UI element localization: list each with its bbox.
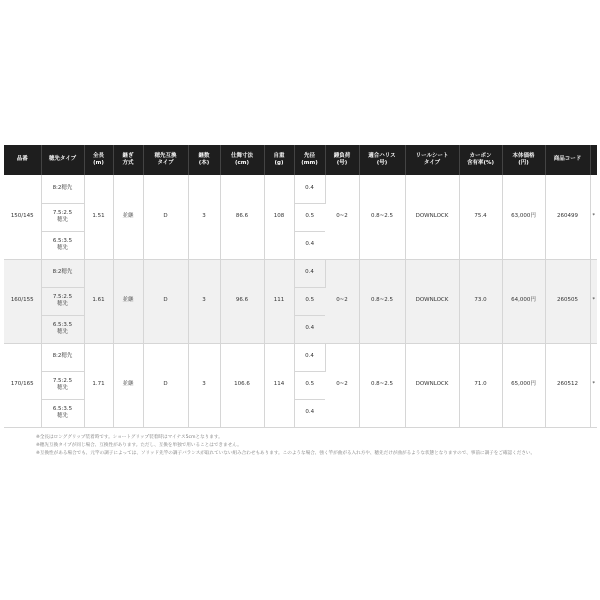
header-senkei: 先径 (mm) — [294, 145, 325, 175]
cell-senkei: 0.5 — [294, 287, 325, 315]
cell-reel: DOWNLOCK — [405, 175, 459, 259]
cell-senkei: 0.4 — [294, 231, 325, 259]
cell-harisu: 0.8~2.5 — [359, 175, 405, 259]
header-row — [4, 145, 597, 175]
cell-code: 260499 — [545, 175, 590, 259]
cell-senkei: 0.4 — [294, 343, 325, 371]
cell-senkei: 0.4 — [294, 175, 325, 203]
cell-mark: * — [590, 343, 597, 427]
cell-hosaki-type: 6.5:3.5 穂先 — [41, 315, 84, 343]
cell-harisu: 0.8~2.5 — [359, 343, 405, 427]
cell-reel: DOWNLOCK — [405, 259, 459, 343]
cell-jiju: 108 — [264, 175, 294, 259]
cell-reel: DOWNLOCK — [405, 343, 459, 427]
cell-senkei: 0.4 — [294, 259, 325, 287]
header-keisu: 継数 (本) — [188, 145, 220, 175]
cell-hinban: 160/155 — [4, 259, 41, 343]
cell-code: 260512 — [545, 343, 590, 427]
cell-hosaki-type: 7.5:2.5 穂先 — [41, 371, 84, 399]
cell-senkei: 0.5 — [294, 203, 325, 231]
header-oumono: 錘負荷 (号) — [325, 145, 359, 175]
cell-carbon: 71.0 — [459, 343, 502, 427]
header-tsugi: 継ぎ 方式 — [113, 145, 143, 175]
cell-jiju: 111 — [264, 259, 294, 343]
spec-table — [4, 145, 597, 428]
cell-shimai: 86.6 — [220, 175, 264, 259]
cell-zencho: 1.71 — [84, 343, 113, 427]
cell-gokan: D — [143, 259, 188, 343]
cell-keisu: 3 — [188, 259, 220, 343]
cell-oumono: 0~2 — [325, 343, 359, 427]
note-2: ※穂先互換タイプが同じ場合、互換性があります。ただし、互換を単独で用いることはできません。 — [36, 443, 242, 448]
header-hosaki-type: 穂先タイプ — [41, 145, 84, 175]
header-jiju: 自重 (g) — [264, 145, 294, 175]
header-carbon: カーボン 含有率(%) — [459, 145, 502, 175]
cell-price: 65,000円 — [502, 343, 545, 427]
cell-carbon: 73.0 — [459, 259, 502, 343]
cell-zencho: 1.51 — [84, 175, 113, 259]
header-price: 本体価格 (円) — [502, 145, 545, 175]
cell-senkei: 0.4 — [294, 399, 325, 427]
note-1: ※全長はロンググリップ装着時です。ショートグリップ装着時はマイナス5cmとなります。 — [36, 435, 223, 440]
cell-keisu: 3 — [188, 343, 220, 427]
cell-gokan: D — [143, 175, 188, 259]
cell-shimai: 96.6 — [220, 259, 264, 343]
cell-jiju: 114 — [264, 343, 294, 427]
cell-hosaki-type: 8:2穂先 — [41, 343, 84, 371]
cell-hosaki-type: 7.5:2.5 穂先 — [41, 203, 84, 231]
cell-senkei: 0.4 — [294, 315, 325, 343]
cell-tsugi: 並継 — [113, 259, 143, 343]
cell-hosaki-type: 7.5:2.5 穂先 — [41, 287, 84, 315]
cell-harisu: 0.8~2.5 — [359, 259, 405, 343]
cell-senkei: 0.5 — [294, 371, 325, 399]
cell-oumono: 0~2 — [325, 259, 359, 343]
note-3: ※互換性がある場合でも、元竿の調子によっては、ソリッド先竿の調子バランスが取れていない組み合わせもあります。このような場合、強く竿が曲がる入れ方や、穂先だけが曲がるような状態となりますので、事前に調子をご確認ください。 — [36, 451, 536, 456]
cell-price: 63,000円 — [502, 175, 545, 259]
header-blank — [590, 145, 597, 175]
cell-oumono: 0~2 — [325, 175, 359, 259]
header-hinban: 品番 — [4, 145, 41, 175]
cell-code: 260505 — [545, 259, 590, 343]
cell-mark: * — [590, 175, 597, 259]
cell-zencho: 1.61 — [84, 259, 113, 343]
cell-shimai: 106.6 — [220, 343, 264, 427]
cell-hosaki-type: 8:2穂先 — [41, 259, 84, 287]
table-row — [4, 259, 597, 287]
spec-body — [4, 175, 597, 427]
cell-gokan: D — [143, 343, 188, 427]
cell-tsugi: 並継 — [113, 175, 143, 259]
cell-price: 64,000円 — [502, 259, 545, 343]
table-row — [4, 343, 597, 371]
header-code: 商品コード — [545, 145, 590, 175]
cell-hinban: 170/165 — [4, 343, 41, 427]
cell-hosaki-type: 6.5:3.5 穂先 — [41, 399, 84, 427]
header-reel: リールシート タイプ — [405, 145, 459, 175]
cell-mark: * — [590, 259, 597, 343]
cell-carbon: 75.4 — [459, 175, 502, 259]
header-zencho: 全長 (m) — [84, 145, 113, 175]
header-gokan: 穂先互換 タイプ — [143, 145, 188, 175]
cell-hinban: 150/145 — [4, 175, 41, 259]
cell-tsugi: 並継 — [113, 343, 143, 427]
cell-keisu: 3 — [188, 175, 220, 259]
cell-hosaki-type: 6.5:3.5 穂先 — [41, 231, 84, 259]
header-shimai: 仕舞寸法 (cm) — [220, 145, 264, 175]
header-harisu: 適合ハリス (号) — [359, 145, 405, 175]
cell-hosaki-type: 8:2穂先 — [41, 175, 84, 203]
table-row — [4, 175, 597, 203]
